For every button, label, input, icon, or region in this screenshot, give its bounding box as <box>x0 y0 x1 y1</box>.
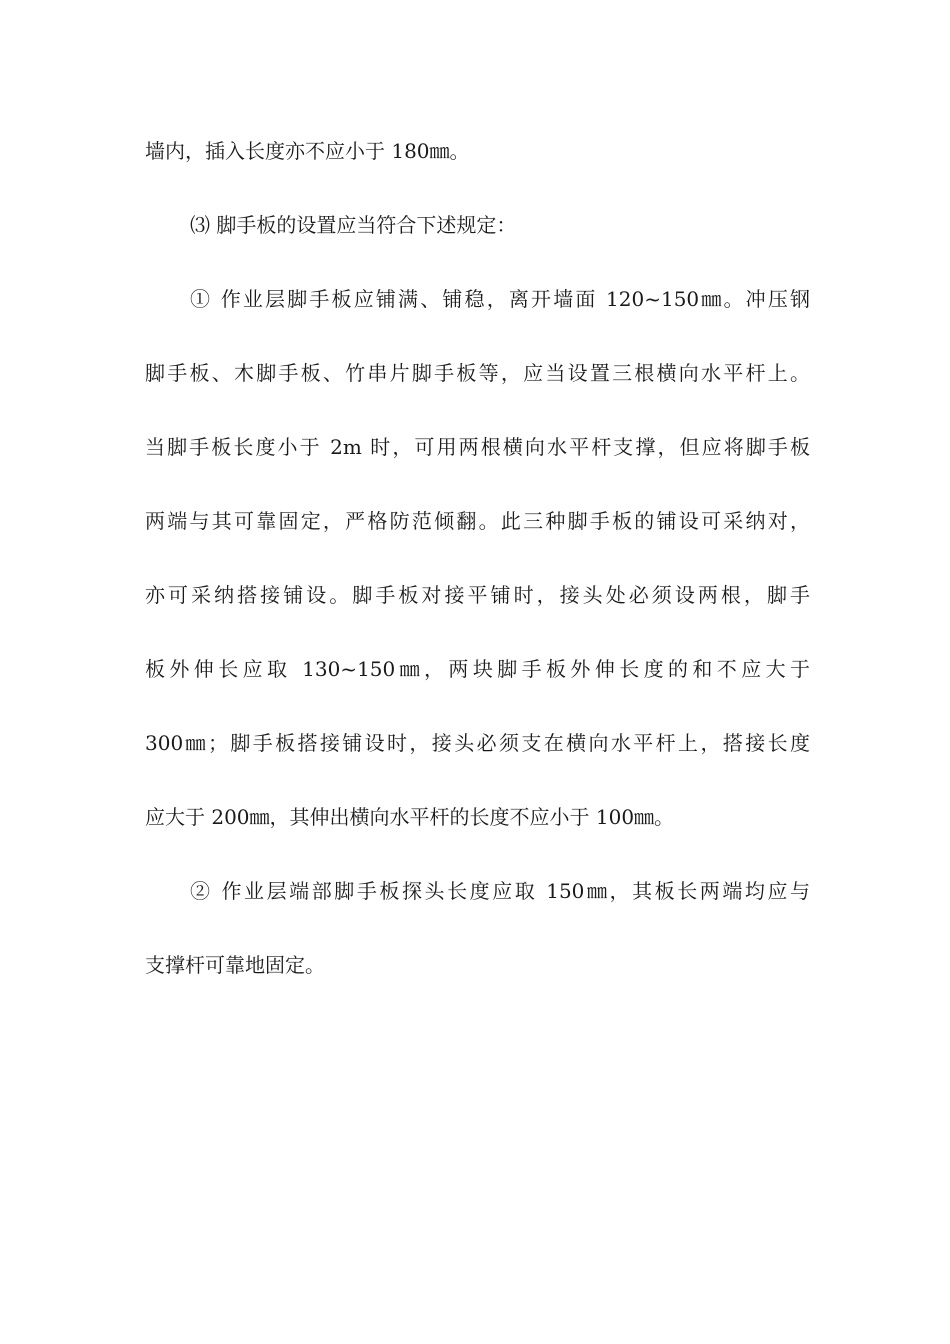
text-line-7: 亦可采纳搭接铺设。脚手板对接平铺时，接头处必须设两根，脚手 <box>145 583 810 607</box>
text-line-9: 300㎜；脚手板搭接铺设时，接头必须支在横向水平杆上，搭接长度 <box>145 731 810 755</box>
text-line-11: ② 作业层端部脚手板探头长度应取 150㎜，其板长两端均应与 <box>190 879 810 903</box>
text-line-8: 板外伸长应取 130~150㎜，两块脚手板外伸长度的和不应大于 <box>145 657 810 681</box>
text-line-10: 应大于 200㎜，其伸出横向水平杆的长度不应小于 100㎜。 <box>145 805 675 829</box>
text-line-1: 墙内，插入长度亦不应小于 180㎜。 <box>145 139 470 163</box>
text-line-2: ⑶ 脚手板的设置应当符合下述规定： <box>190 213 517 237</box>
body-text <box>145 132 810 1020</box>
text-line-4: 脚手板、木脚手板、竹串片脚手板等，应当设置三根横向水平杆上。 <box>145 361 810 385</box>
text-line-3: ① 作业层脚手板应铺满、铺稳，离开墙面 120~150㎜。冲压钢 <box>190 287 810 311</box>
text-line-12: 支撑杆可靠地固定。 <box>145 953 325 977</box>
text-line-6: 两端与其可靠固定，严格防范倾翻。此三种脚手板的铺设可采纳对， <box>145 509 810 533</box>
text-line-5: 当脚手板长度小于 2m 时，可用两根横向水平杆支撑，但应将脚手板 <box>145 435 810 459</box>
